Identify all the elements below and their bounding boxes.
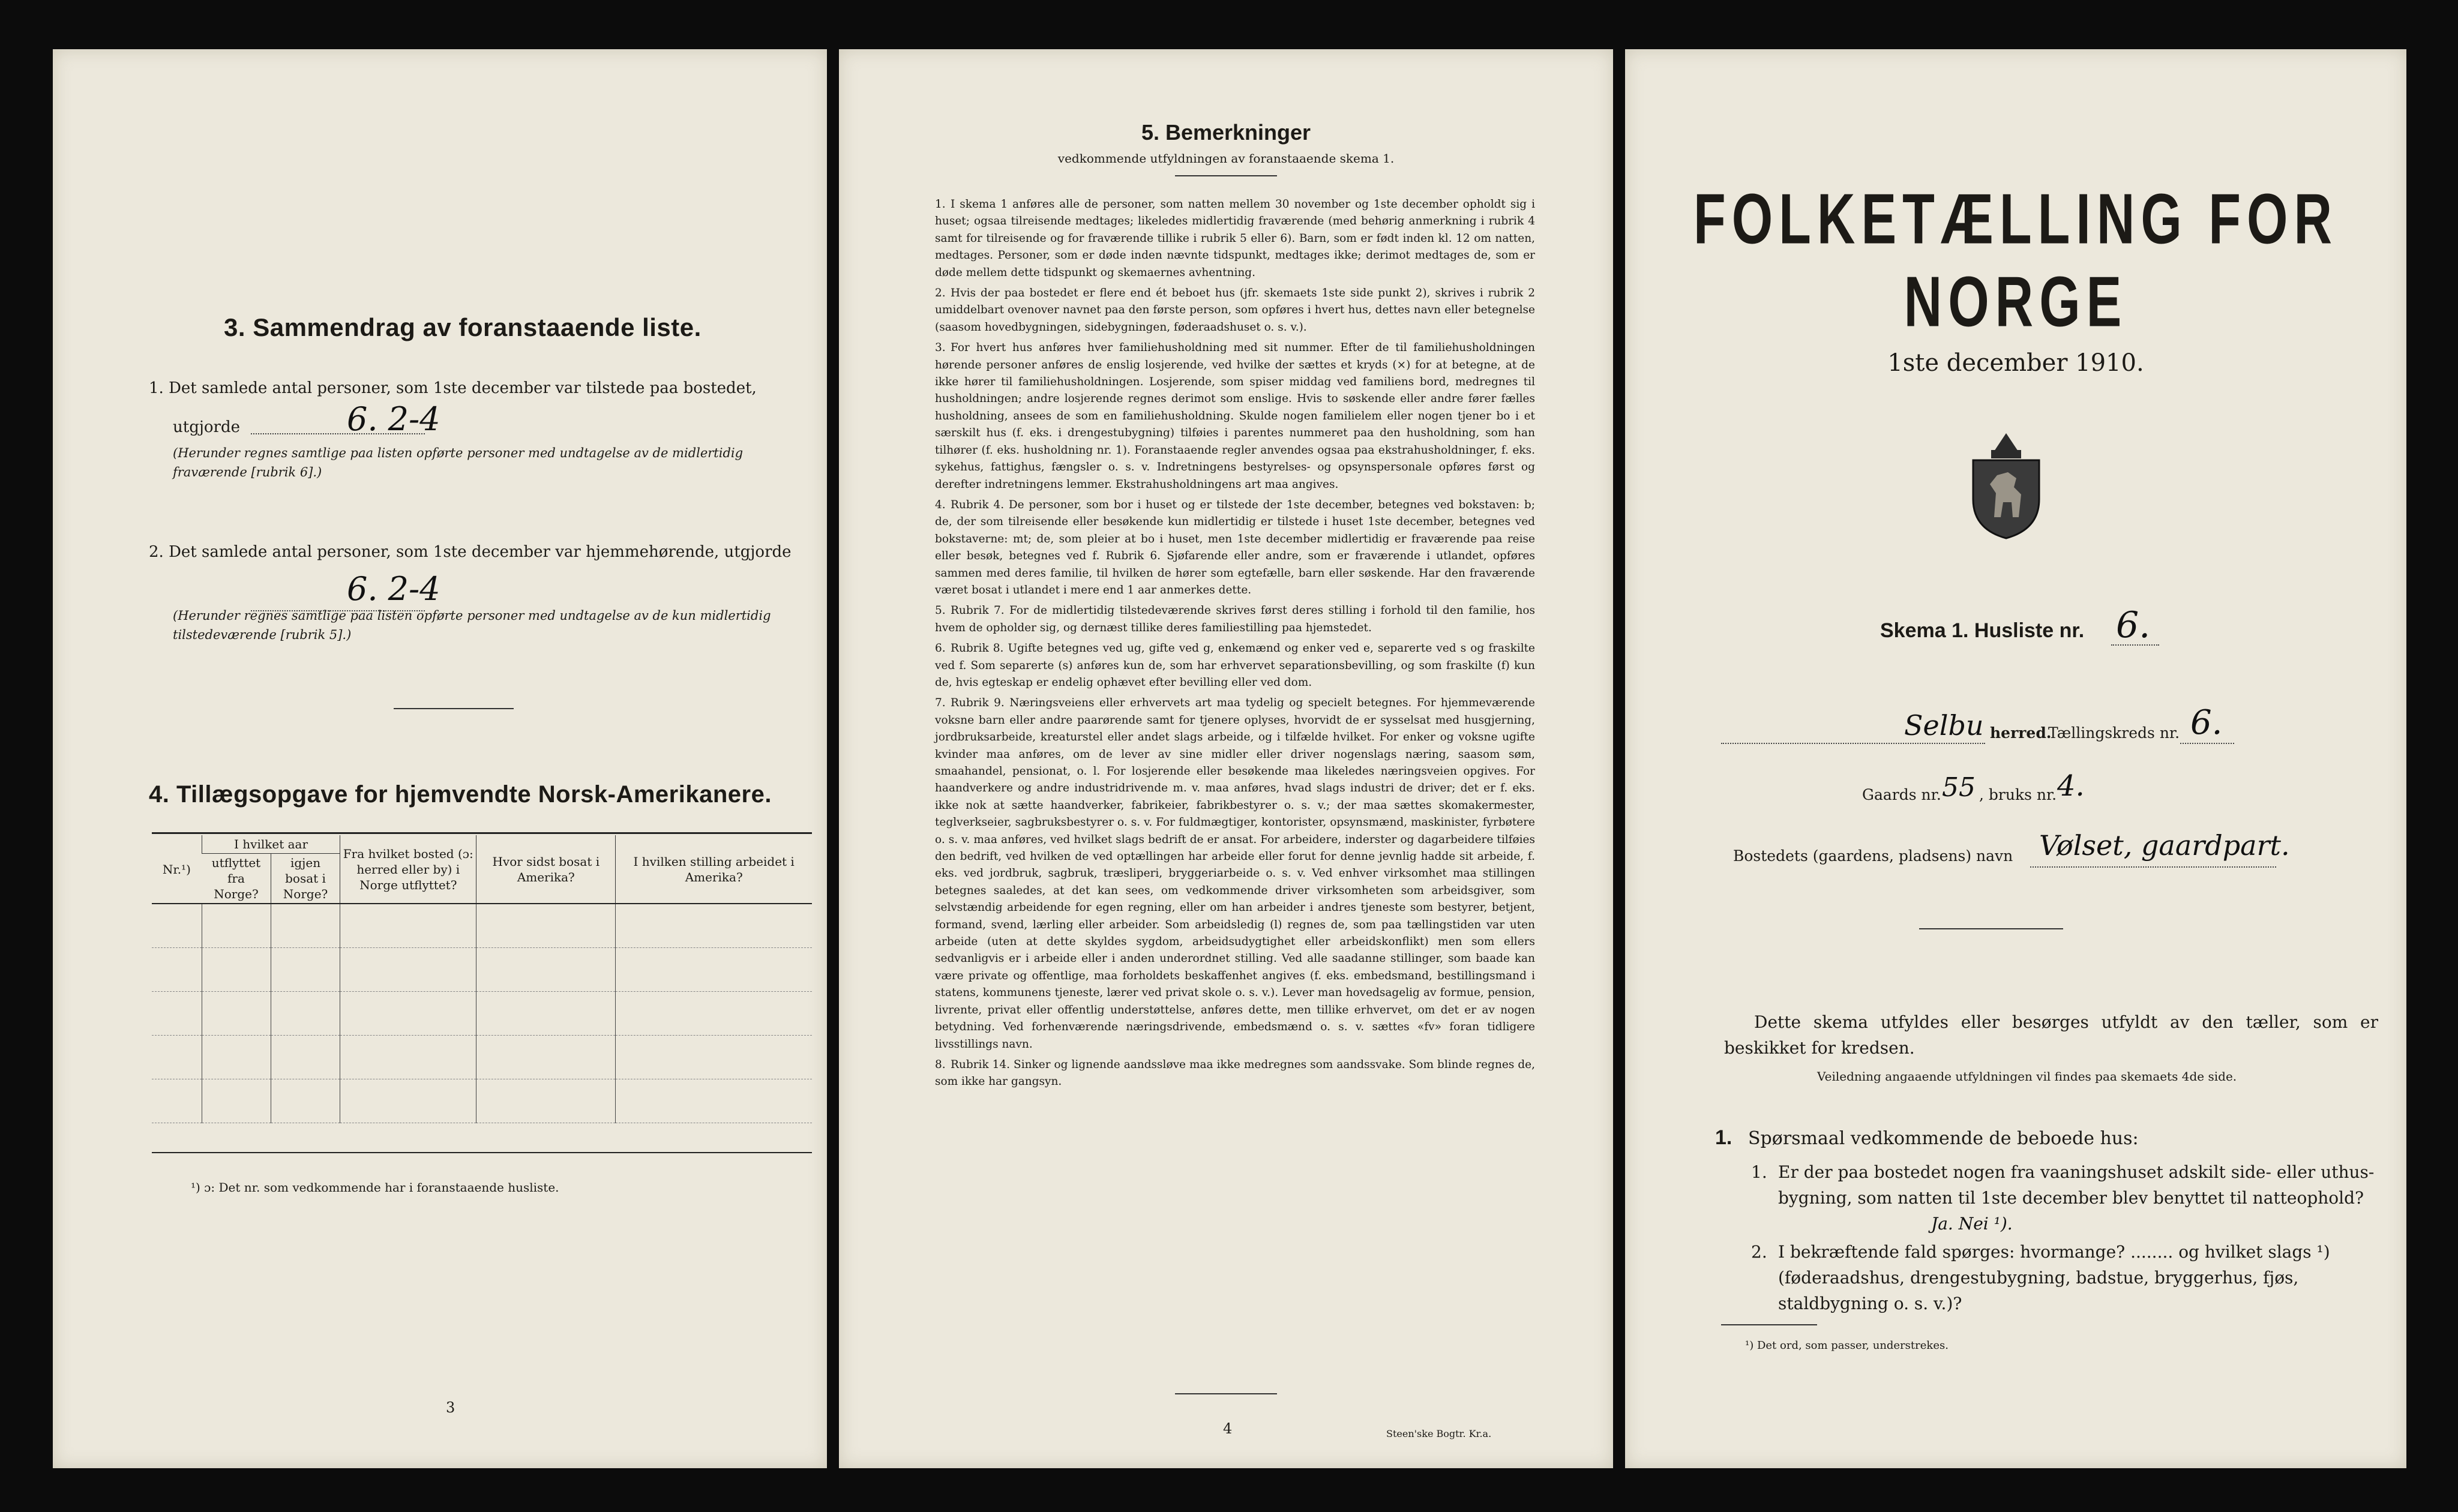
item-2-note: (Herunder regnes samtlige paa listen opførte personer med undtagelse av de kun midlertidig tilstedeværende [rubrik 5].) <box>173 608 771 642</box>
table-bottom-rule <box>152 1152 812 1153</box>
table-row <box>152 948 812 992</box>
remark-item-8: 8. Rubrik 14. Sinker og lignende aandssløve maa ikke medregnes som aandssvake. Som blinde regnes de, som ikke har gangsyn. <box>935 1058 1535 1088</box>
bosted-value: Vølset, gaardpart. <box>2039 829 2290 862</box>
gaards-label: Gaards nr. <box>1862 786 1941 803</box>
table-row <box>152 904 812 948</box>
table-row <box>152 1036 812 1079</box>
printer-mark: Steen'ske Bogtr. Kr.a. <box>1386 1428 1492 1439</box>
guide-text: Veiledning angaaende utfyldningen vil findes paa skemaets 4de side. <box>1817 1069 2237 1084</box>
col-igjen: igjen bosat i Norge? <box>271 854 340 904</box>
col-nr: Nr.¹) <box>162 862 191 877</box>
q2-number: 2. <box>1751 1242 1767 1262</box>
q2-text: I bekræftende fald spørges: hvormange? ........ og hvilket slags ¹) (føderaadshus, drengestubygning, badstue, bryggerhus, fjøs, staldbygning o. s. v.)? <box>1778 1242 2330 1313</box>
remark-item-1: 1. I skema 1 anføres alle de personer, som natten mellem 30 november og 1ste december opholdt sig i huset; ogsaa tilreisende medtages; likeledes midlertidig fraværende (med behørig anmerkning i rubrik 4 samt for tilreisende og for fraværende tillike i rubrik 5 eller 6). Barn, som er født inden kl. 12 om natten, medtages. Personer, som er døde inden nævnte tidspunkt, medtages ikke; derimot medtages de, som er døde mellem dette tidspunkt og skemaernes avhentning. <box>935 198 1535 279</box>
gaards-value: 55 <box>1942 772 1976 803</box>
divider <box>1175 175 1277 176</box>
divider <box>1175 1393 1277 1394</box>
question-heading-number: 1. <box>1715 1126 1732 1149</box>
census-date: 1ste december 1910. <box>1887 349 2144 377</box>
item-1-note: (Herunder regnes samtlige paa listen opførte personer med undtagelse av de midlertidig fraværende [rubrik 6].) <box>173 446 744 479</box>
page-3 <box>53 49 827 1468</box>
q1-text: Er der paa bostedet nogen fra vaaningshuset adskilt side- eller uthus-bygning, som natten til 1ste december blev benyttet til natteophold? <box>1778 1162 2375 1208</box>
item-1-text: 1. Det samlede antal personer, som 1ste december var tilstede paa bostedet, <box>149 379 757 397</box>
col-bosted: Fra hvilket bosted (ɔ: herred eller by) i Norge utflyttet? <box>340 835 476 904</box>
remark-item-4: 4. Rubrik 4. De personer, som bor i huset og er tilstede der 1ste december, betegnes ved bokstaven: b; de, der som tilreisende eller besøkende kun midlertidig er tilstede i huset 1ste december, betegnes ved bokstaverne: mt; de, som pleier at bo i huset, men 1ste december midlertidig er fraværende paa reise eller besøk, betegnes ved f. Rubrik 6. Sjøfarende eller andre, som er fraværende i utlandet, opføres sammen med deres familie, til hvilken de hører som egtefælle, barn eller søskende. Har den fraværende været bosat i utlandet i mere end 1 aar anmerkes dette. <box>935 498 1535 596</box>
remarks-list <box>935 196 1535 1094</box>
bosted-dotline <box>2030 866 2276 868</box>
table-top-rule <box>152 832 812 834</box>
remarks-subtitle: vedkommende utfyldningen av foranstaaende skema 1. <box>1057 151 1395 166</box>
page-4 <box>839 49 1613 1468</box>
q1-answer: Ja. Nei ¹). <box>1931 1214 2013 1234</box>
bosted-label: Bostedets (gaardens, pladsens) navn <box>1733 847 2013 865</box>
item-2-value: 6. 2-4 <box>347 570 440 608</box>
item-1-utgjorde: utgjorde <box>173 418 241 436</box>
page-number: 4 <box>1223 1420 1233 1437</box>
herred-dotline <box>1721 743 1985 744</box>
question-heading: Spørsmaal vedkommende de beboede hus: <box>1748 1128 2139 1149</box>
footnote-rule <box>1721 1324 1817 1325</box>
col-amerika: Hvor sidst bosat i Amerika? <box>476 835 616 904</box>
remark-item-5: 5. Rubrik 7. For de midlertidig tilstedeværende skrives først deres stilling i forhold til den familie, hos hvem de opholder sig, og dernæst tillike deres familiestilling paa hjemstedet. <box>935 604 1535 634</box>
section-3-title: 3. Sammendrag av foranstaaende liste. <box>224 313 702 341</box>
krets-value: 6. <box>2190 703 2223 742</box>
herred-value: Selbu <box>1904 709 1984 742</box>
remark-item-6: 6. Rubrik 8. Ugifte betegnes ved ug, gifte ved g, enkemænd og enker ved e, separerte ved s og fraskilte ved f. Som separerte (s) anføres kun de, som har erhvervet separationsbevilling, og som fraskilte (f) kun de, hvis egteskap er endelig ophævet efter bevilling eller ved dom. <box>935 642 1535 689</box>
table-row <box>152 1079 812 1123</box>
husliste-number: 6. <box>2116 604 2151 646</box>
norwegian-coat-of-arms-icon <box>1961 427 2051 541</box>
q1-number: 1. <box>1751 1162 1767 1182</box>
krets-dotline <box>2180 743 2234 744</box>
col-utflyttet: utflyttet fra Norge? <box>211 856 261 901</box>
skema-label: Skema 1. Husliste nr. <box>1880 619 2085 642</box>
ornament-divider <box>1919 928 2063 929</box>
herred-label: herred. <box>1990 724 2052 742</box>
bruks-value: 4. <box>2057 769 2085 803</box>
col-group-aar: I hvilket aar <box>202 835 340 854</box>
bruks-label: , bruks nr. <box>1979 786 2057 803</box>
item-1-value: 6. 2-4 <box>347 400 440 438</box>
fill-instruction: Dette skema utfyldes eller besørges utfyldt av den tæller, som er beskikket for kredsen. <box>1724 1012 2378 1058</box>
remark-item-7: 7. Rubrik 9. Næringsveiens eller erhvervets art maa tydelig og specielt betegnes. For hjemmeværende voksne barn eller andre paarørende samt for tjenere oplyses, hvorvidt de er sysselsat med husgjerning, jordbruksarbeide, kreaturstel eller andet slags arbeide, og i tilfælde hvilket. For enker og voksne ugifte kvinder maa anføres, om de lever av sine midler eller driver nogenslags næring, saasom søm, smaahandel, pensionat, o. l. For losjerende eller besøkende maa likeledes næringsveien opgives. For haandverkere og andre industridrivende m. v. maa anføres, hvad slags industri de driver; det er f. eks. ikke nok at sætte haandverker, fabrikeier, fabrikbestyrer o. s. v.; der maa sættes skomakermester, teglverkseier, sagbruksbestyrer o. s. v. For fuldmægtiger, kontorister, opsynsmænd, maskinister, fyrbøtere o. s. v. maa anføres, ved hvilket slags bedrift de er ansat. For arbeidere, inderster og dagarbeidere tilføies den bedrift, ved hvilken de ved optællingen har arbeide eller forut for denne jevnlig hadde sit arbeide, f. eks. ved jordbruk, sagbruk, træsliperi, bryggeriarbeide o. s. v. Ved enhver virksomhet maa stillingen betegnes saaledes, at det kan sees, om vedkommende driver virksomheten som arbeidsgiver, som selvstændig arbeidende for egen regning, eller om han arbeider i andres tjeneste som bestyrer, betjent, formand, svend, lærling eller arbeider. Som arbeidsledig (l) regnes de, som paa tællingstiden var uten arbeide (uten at dette skyldes sygdom, arbeidsudygtighet eller arbeidskonflikt) men som ellers sedvanligvis er i arbeide eller i anden underordnet stilling. Ved alle saadanne stillinger, som baade kan være private og offentlige, maa forholdets beskaffenhet angives (f. eks. embedsmand, bestillingsmand i statens, kommunens tjeneste, lærer ved privat skole o. s. v.). Lever man hovedsagelig av formue, pension, livrente, privat eller offentlig understøttelse, anføres dette, men tillike erhvervet, om det er av nogen betydning. Ved forhenværende næringsdrivende, embedsmænd o. s. v. sættes «fv» foran tidligere livsstillings navn. <box>935 697 1535 1051</box>
remark-item-3: 3. For hvert hus anføres hver familiehusholdning med sit nummer. Efter de til familiehusholdningen hørende personer anføres de enslig losjerende, ved hvilke der sættes et kryds (×) for at betegne, at de ikke hører til familiehusholdningen. Losjerende, som spiser middag ved familiens bord, medregnes til husholdningen; andre losjerende regnes derimot som enslige. Hvis to søskende eller andre fører fælles husholdning, ansees de som en familiehusholdning. Skulde nogen familielem eller nogen tjener bo i et særskilt hus (f. eks. i drengestubygning) tilføies i parentes nummeret paa den husholdning, som han tilhører (f. eks. husholdning nr. 1). Foranstaaende regler anvendes ogsaa paa ekstrahusholdninger, f. eks. sykehus, fattighus, fængsler o. s. v. Indretningens bestyrelses- og opsynspersonale opføres først og derefter indretningens lemmer. Ekstrahusholdningens art maa angives. <box>935 341 1535 491</box>
krets-label: Tællingskreds nr. <box>2048 724 2180 742</box>
census-title: FOLKETÆLLING FOR NORGE <box>1693 178 2339 341</box>
remarks-title: 5. Bemerkninger <box>1141 120 1311 145</box>
remark-item-2: 2. Hvis der paa bostedet er flere end ét beboet hus (jfr. skemaets 1ste side punkt 2), skrives i rubrik 2 umiddelbart ovenover navnet paa den første person, som opføres i hvert hus, dettes navn eller betegnelse (saasom hovedbygningen, sidebygningen, føderaadshuset o. s. v.). <box>935 287 1535 334</box>
table-row <box>152 992 812 1036</box>
husliste-dotline <box>2111 644 2159 646</box>
item-2-text: 2. Det samlede antal personer, som 1ste december var hjemmehørende, utgjorde <box>149 543 792 561</box>
divider <box>394 708 514 709</box>
page-number: 3 <box>446 1399 455 1416</box>
col-stilling: I hvilken stilling arbeidet i Amerika? <box>616 835 812 904</box>
footnote: ¹) Det ord, som passer, understrekes. <box>1745 1339 1949 1352</box>
page-1-cover <box>1625 49 2406 1468</box>
section-4-title: 4. Tillægsopgave for hjemvendte Norsk-Amerikanere. <box>149 781 772 808</box>
table-footnote: ¹) ɔ: Det nr. som vedkommende har i foranstaaende husliste. <box>191 1180 559 1195</box>
norsk-amerikanere-table <box>152 835 812 1123</box>
